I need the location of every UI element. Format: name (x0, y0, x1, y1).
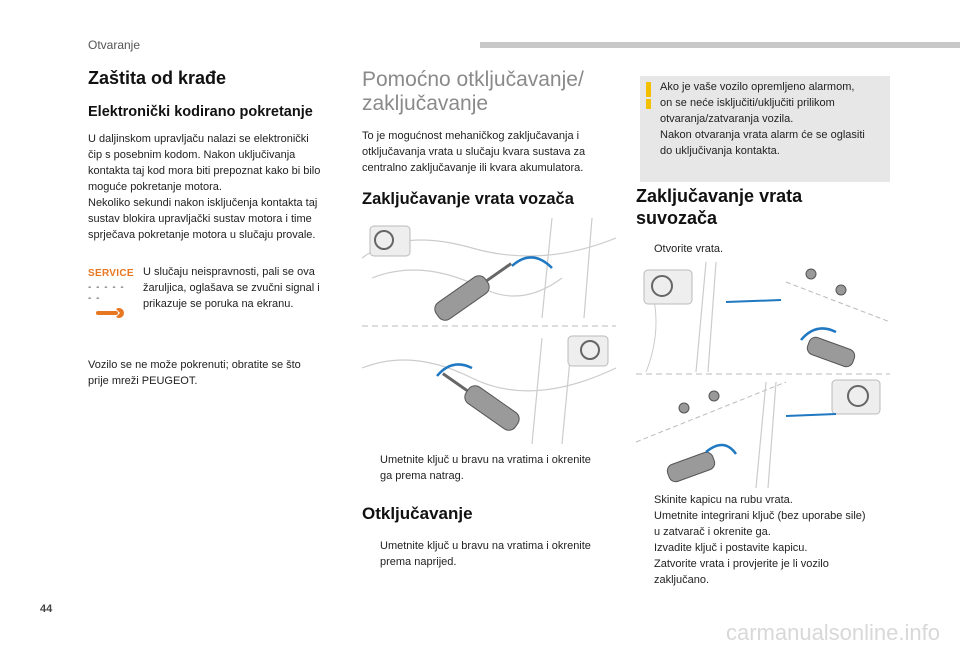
para-backup-intro (362, 128, 620, 176)
title-backup-lock-line: Pomoćno otključavanje/ (362, 68, 584, 91)
info-icon (646, 82, 651, 97)
text-line: otključavanja vrata u slučaju kvara sustava za (362, 146, 586, 159)
text-line: Umetnite ključ u bravu na vratima i okrenite (380, 454, 591, 466)
text-line: centralno zaključavanje ili kvara akumulatora. (362, 162, 584, 175)
bullet-item (636, 508, 894, 540)
bullet-item (362, 452, 620, 484)
text-line: sustav blokira upravljački sustav motora i time (88, 212, 312, 225)
header-bar (480, 42, 960, 48)
text-line: u zatvarač i okrenite ga. (654, 526, 771, 538)
text-line: Zatvorite vrata i provjerite je li vozilo (654, 558, 829, 570)
text-line: prije mreži PEUGEOT. (88, 375, 198, 387)
illustration-passenger-door (636, 262, 890, 488)
driver-lock-steps (362, 452, 620, 570)
title-driver-door-lock: Zaključavanje vrata vozača (362, 190, 574, 209)
title-anti-theft: Zaštita od krađe (88, 68, 227, 88)
passenger-door-drawing (636, 262, 890, 488)
text-line: Ako je vaše vozilo opremljeno alarmom, (660, 81, 855, 93)
page-number: 44 (40, 603, 53, 615)
text-line: Nakon otvaranja vrata alarm će se oglasiti (660, 129, 865, 141)
title-passenger-lock-line: Zaključavanje vrata (636, 186, 803, 206)
text-line: Vozilo se ne može pokrenuti; obratite se što (88, 359, 301, 371)
service-label: SERVICE (88, 268, 134, 279)
text-line: čip s posebnim kodom. Nakon uključivanja (88, 148, 296, 161)
text-line: ga prema natrag. (380, 470, 464, 482)
text-line: prikazuje se poruka na ekranu. (143, 298, 294, 310)
text-line: Izvadite ključ i postavite kapicu. (654, 542, 808, 554)
text-line: Otvorite vrata. (654, 243, 724, 256)
text-line: do uključivanja kontakta. (660, 145, 780, 157)
info-icon-lower (646, 99, 651, 109)
text-line: moguće pokretanje motora. (88, 180, 222, 193)
alarm-notice-text (660, 79, 888, 159)
watermark: carmanualsonline.info (725, 620, 940, 645)
section-label: Otvaranje (88, 38, 141, 52)
para-immobiliser (88, 131, 350, 243)
text-line: zaključano. (654, 574, 710, 586)
column-backup-lock (362, 68, 620, 210)
column-passenger-lock (636, 186, 894, 257)
text-line: U daljinskom upravljaču nalazi se elektronički (88, 132, 309, 145)
wrench-icon (96, 306, 126, 320)
text-line: Umetnite integrirani ključ (bez uporabe sile) (654, 510, 866, 522)
title-unlocking: Otključavanje (362, 504, 473, 523)
text-line: Skinite kapicu na rubu vrata. (654, 494, 793, 506)
service-warning-icon (88, 268, 134, 318)
bullet-item (636, 540, 894, 556)
bullet-item (636, 556, 894, 588)
text-line: prema naprijed. (380, 556, 457, 569)
text-line: kontakta taj kod mora biti prepoznat kako bi bilo (88, 164, 321, 177)
passenger-lock-steps (636, 492, 894, 588)
text-line: otvaranja/zatvaranja vozila. (660, 113, 794, 125)
driver-door-key-drawing (362, 218, 616, 444)
para-contact-dealer (88, 357, 350, 389)
bullet-item (362, 538, 620, 570)
text-line: U slučaju neispravnosti, pali se ova (143, 266, 315, 278)
bullet-item (636, 492, 894, 508)
text-line: Nekoliko sekundi nakon isključenja kontakta taj (88, 196, 318, 209)
text-line: Umetnite ključ u bravu na vratima i okrenite (380, 540, 591, 553)
service-note (143, 264, 353, 312)
bullet-item (636, 241, 894, 257)
text-line: žaruljica, oglašava se zvučni signal i (143, 282, 320, 294)
illustration-driver-door-key (362, 218, 616, 444)
column-anti-theft (88, 68, 350, 243)
service-dashes: - - - - - - - (88, 282, 125, 304)
text-line: To je mogućnost mehaničkog zaključavanja i (362, 130, 580, 143)
title-passenger-lock-line: suvozača (636, 207, 718, 228)
subtitle-electronic-immobiliser: Elektronički kodirano pokretanje (88, 103, 313, 120)
text-line: sprječava pokretanje motora u slučaju provale. (88, 228, 316, 241)
title-backup-lock-line: zaključavanje (362, 92, 489, 116)
text-line: on se neće isključiti/uključiti prilikom (660, 97, 835, 109)
